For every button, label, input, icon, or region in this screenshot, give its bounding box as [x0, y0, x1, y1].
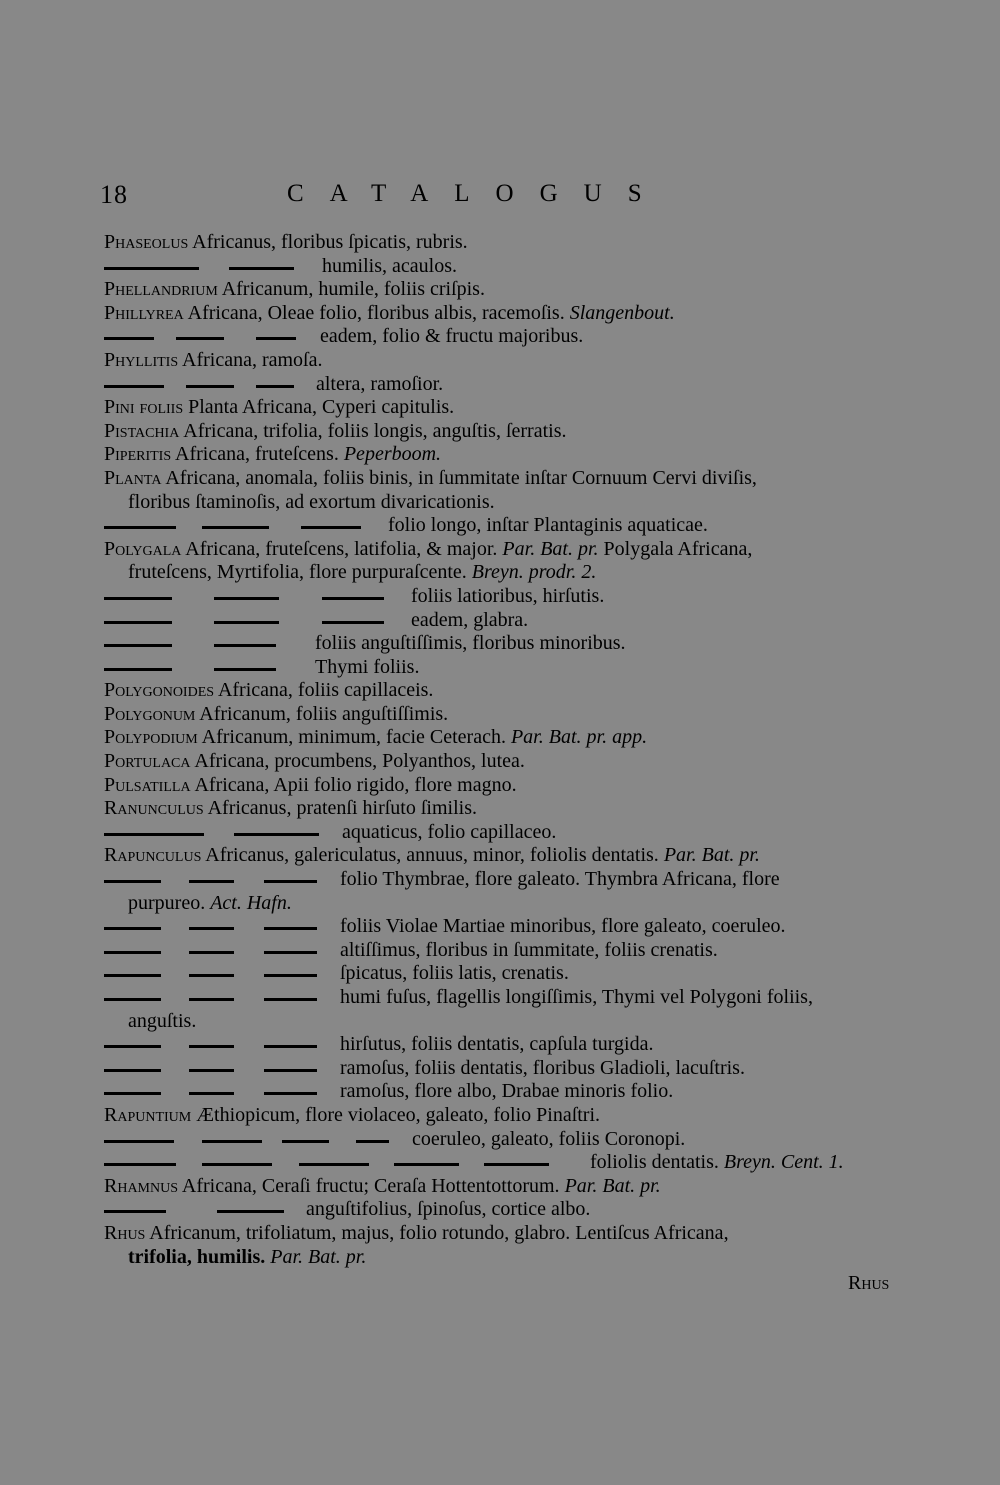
entry-text: hirſutus, foliis dentatis, capſula turgida. — [340, 1033, 654, 1056]
catalogue-entry — [104, 632, 904, 656]
entry-text: Africanum, minimum, facie Ceterach. — [201, 726, 506, 749]
ditto-dash — [176, 337, 224, 340]
entry-first-line — [104, 349, 323, 371]
entry-text: coeruleo, galeato, foliis Coronopi. — [412, 1127, 686, 1150]
entry-first-line — [104, 915, 786, 937]
entry-continuation — [104, 892, 904, 916]
ditto-dash — [264, 1092, 317, 1095]
entry-text: foliolis dentatis. — [590, 1151, 719, 1174]
entry-text: ramoſus, flore albo, Drabae minoris folio. — [340, 1080, 674, 1103]
catalogue-entry — [104, 679, 904, 703]
ditto-dash — [299, 1163, 369, 1166]
entry-genus: Portulaca — [104, 750, 191, 773]
entry-continuation-text: trifolia, humilis. — [128, 1245, 266, 1268]
entry-text-after: Polygala Africana, — [603, 537, 753, 560]
catalogue-entry — [104, 939, 904, 963]
catalogue-entry — [104, 726, 904, 750]
ditto-dash — [264, 974, 317, 977]
entry-text: foliis Violae Martiae minoribus, flore galeato, coeruleo. — [340, 915, 786, 938]
entry-continuation-reference: Act. Hafn. — [210, 891, 292, 914]
entry-continuation-text: anguſtis. — [128, 1009, 197, 1032]
ditto-dash — [189, 974, 234, 977]
entry-first-line — [104, 1128, 685, 1150]
ditto-dash — [186, 385, 234, 388]
entry-first-line — [104, 467, 757, 489]
ditto-dash — [104, 526, 176, 529]
entry-reference: Slangenbout. — [569, 301, 675, 324]
entry-first-line — [104, 1057, 745, 1079]
ditto-dash — [322, 597, 384, 600]
catalogue-entry — [104, 703, 904, 727]
entry-first-line — [104, 1175, 661, 1197]
ditto-dash — [104, 974, 161, 977]
ditto-dash — [189, 951, 234, 954]
entry-text: Africanus, pratenſi hirſuto ſimilis. — [207, 797, 477, 820]
entry-genus: Planta — [104, 466, 162, 489]
entry-first-line — [104, 774, 517, 796]
ditto-dash — [264, 927, 317, 930]
catalogue-entry — [104, 1128, 904, 1152]
entry-first-line — [104, 821, 556, 843]
entry-first-line — [104, 325, 583, 347]
ditto-dash — [189, 880, 234, 883]
entry-text: Africanum, foliis anguſtiſſimis. — [199, 702, 449, 725]
entry-continuation — [104, 491, 904, 515]
entry-continuation — [104, 561, 904, 585]
entry-text: Africana, anomala, foliis binis, in ſummitate inſtar Cornuum Cervi diviſis, — [165, 466, 757, 489]
ditto-dash — [394, 1163, 459, 1166]
catalogue-entry — [104, 868, 904, 915]
entry-text: eadem, folio & fructu majoribus. — [320, 325, 584, 348]
entry-genus: Phaseolus — [104, 231, 189, 253]
ditto-dash — [104, 668, 172, 671]
entry-genus: Polygonum — [104, 702, 196, 725]
page-number: 18 — [100, 180, 128, 209]
entry-genus: Pistachia — [104, 419, 180, 442]
ditto-dash — [104, 621, 172, 624]
ditto-dash — [301, 526, 361, 529]
entry-continuation-text: fruteſcens, Myrtifolia, flore purpuraſcente. — [128, 561, 467, 584]
entry-text: folio longo, inſtar Plantaginis aquaticae. — [388, 514, 708, 537]
catalogue-entry — [104, 302, 904, 326]
ditto-dash — [202, 1140, 262, 1143]
entry-first-line — [104, 302, 675, 324]
ditto-dash — [189, 998, 234, 1001]
ditto-dash — [104, 927, 161, 930]
entry-text: altiſſimus, floribus in ſummitate, foliis crenatis. — [340, 938, 718, 961]
entry-genus: Rhus — [104, 1221, 146, 1244]
entry-text: Africana, Apii folio rigido, flore magno. — [194, 773, 517, 796]
entry-first-line — [104, 255, 457, 277]
ditto-dash — [264, 998, 317, 1001]
ditto-dash — [104, 267, 199, 270]
catalogue-entry — [104, 585, 904, 609]
entry-reference: Breyn. Cent. 1. — [723, 1151, 844, 1174]
entry-first-line — [104, 750, 525, 772]
entry-first-line — [104, 797, 477, 819]
ditto-dash — [214, 644, 276, 647]
catalogue-entry — [104, 609, 904, 633]
entry-reference: Par. Bat. pr. — [663, 844, 760, 867]
catalogue-entry — [104, 325, 904, 349]
entry-genus: Phyllitis — [104, 348, 179, 371]
ditto-dash — [264, 880, 317, 883]
ditto-dash — [104, 951, 161, 954]
entry-genus: Pini foliis — [104, 396, 184, 419]
ditto-dash — [282, 1140, 329, 1143]
ditto-dash — [264, 1069, 317, 1072]
catalogue-entry — [104, 821, 904, 845]
entry-first-line — [104, 1104, 600, 1126]
entry-text: ſpicatus, foliis latis, crenatis. — [340, 962, 569, 985]
entry-text: Africana, Oleae folio, floribus albis, racemoſis. — [187, 301, 565, 324]
catalogue-entry — [104, 1222, 904, 1269]
catalogue-entry — [104, 1057, 904, 1081]
ditto-dash — [214, 668, 276, 671]
entry-genus: Rapunculus — [104, 844, 202, 867]
entry-text: Africanus, floribus ſpicatis, rubris. — [192, 231, 468, 253]
catalogue-entry — [104, 1198, 904, 1222]
entry-text: foliis anguſtiſſimis, floribus minoribus. — [315, 632, 626, 655]
entry-text: folio Thymbrae, flore galeato. Thymbra Africana, flore — [340, 868, 780, 891]
entry-continuation-text: purpureo. — [128, 891, 206, 914]
entry-reference: Par. Bat. pr. — [564, 1174, 661, 1197]
entry-first-line — [104, 420, 567, 442]
entry-continuation-reference: Breyn. prodr. 2. — [471, 561, 597, 584]
entry-text: Africanum, humile, foliis criſpis. — [221, 278, 485, 301]
entry-continuation — [104, 1246, 904, 1270]
entry-first-line — [104, 538, 752, 560]
ditto-dash — [264, 951, 317, 954]
catalogue-entry — [104, 373, 904, 397]
catalogue-entry — [104, 1033, 904, 1057]
catalogue-entries — [104, 231, 904, 1269]
entry-first-line — [104, 844, 760, 866]
catalogue-entry — [104, 962, 904, 986]
catalogue-entry — [104, 278, 904, 302]
ditto-dash — [214, 597, 279, 600]
entry-first-line — [104, 443, 441, 465]
ditto-dash — [322, 621, 384, 624]
ditto-dash — [104, 1045, 161, 1048]
ditto-dash — [104, 1210, 166, 1213]
catalogue-entry — [104, 1175, 904, 1199]
entry-genus: Pulsatilla — [104, 773, 191, 796]
entry-continuation-text: floribus ſtaminoſis, ad exortum divaricationis. — [128, 490, 495, 513]
catalogue-entry — [104, 750, 904, 774]
catalogue-entry — [104, 349, 904, 373]
ditto-dash — [189, 1045, 234, 1048]
entry-first-line — [104, 939, 718, 961]
entry-text: anguſtifolius, ſpinoſus, cortice albo. — [306, 1198, 591, 1221]
ditto-dash — [202, 1163, 272, 1166]
entry-first-line — [104, 1222, 729, 1244]
ditto-dash — [264, 1045, 317, 1048]
entry-genus: Polypodium — [104, 726, 198, 749]
entry-first-line — [104, 986, 813, 1008]
catalogue-entry — [104, 797, 904, 821]
ditto-dash — [104, 385, 164, 388]
ditto-dash — [104, 1069, 161, 1072]
entry-first-line — [104, 278, 485, 300]
ditto-dash — [189, 1092, 234, 1095]
catalogue-entry — [104, 255, 904, 279]
entry-text: Africanus, galericulatus, annuus, minor, foliolis dentatis. — [205, 844, 659, 867]
entry-genus: Ranunculus — [104, 797, 204, 820]
ditto-dash — [189, 1069, 234, 1072]
entry-text: humilis, acaulos. — [322, 254, 457, 277]
entry-genus: Rhamnus — [104, 1174, 179, 1197]
entry-first-line — [104, 656, 419, 678]
entry-text: Africana, ramoſa. — [182, 348, 323, 371]
ditto-dash — [202, 526, 269, 529]
entry-text: Africana, trifolia, foliis longis, anguſtis, ſerratis. — [183, 419, 567, 442]
entry-genus: Phillyrea — [104, 301, 184, 324]
catalogue-entry — [104, 231, 904, 255]
entry-genus: Phellandrium — [104, 278, 218, 301]
catalogue-entry — [104, 986, 904, 1033]
entry-text: eadem, glabra. — [411, 608, 529, 631]
entry-first-line — [104, 726, 647, 748]
ditto-dash — [356, 1140, 389, 1143]
ditto-dash — [214, 621, 279, 624]
catalogue-entry — [104, 538, 904, 585]
entry-first-line — [104, 632, 626, 654]
entry-first-line — [104, 231, 468, 253]
entry-text: Africana, Ceraſi fructu; Ceraſa Hottentottorum. — [181, 1174, 560, 1197]
entry-first-line — [104, 514, 708, 536]
ditto-dash — [104, 337, 154, 340]
catalogue-entry — [104, 1151, 904, 1175]
catalogue-entry — [104, 443, 904, 467]
catalogue-entry — [104, 844, 904, 868]
entry-text: Africana, foliis capillaceis. — [217, 679, 434, 702]
entry-text: Africana, fruteſcens. — [175, 443, 339, 466]
entry-text: aquaticus, folio capillaceo. — [342, 820, 557, 843]
entry-first-line — [104, 373, 443, 395]
entry-first-line — [104, 1198, 590, 1220]
entry-first-line — [104, 1080, 673, 1102]
entry-text: Africanum, trifoliatum, majus, folio rotundo, glabro. Lentiſcus Africana, — [149, 1221, 729, 1244]
ditto-dash — [484, 1163, 549, 1166]
entry-text: foliis latioribus, hirſutis. — [411, 584, 605, 607]
ditto-dash — [104, 998, 161, 1001]
catalogue-entry — [104, 656, 904, 680]
catalogue-entry — [104, 467, 904, 514]
entry-genus: Polygonoides — [104, 679, 215, 702]
entry-text: Thymi foliis. — [315, 655, 420, 678]
entry-first-line — [104, 1151, 844, 1173]
entry-text: Planta Africana, Cyperi capitulis. — [188, 396, 455, 419]
entry-reference: Par. Bat. pr. app. — [510, 726, 648, 749]
entry-text: Æthiopicum, flore violaceo, galeato, folio Pinaſtri. — [196, 1103, 601, 1126]
ditto-dash — [104, 833, 204, 836]
ditto-dash — [189, 927, 234, 930]
entry-reference: Peperboom. — [343, 443, 442, 466]
ditto-dash — [229, 267, 294, 270]
entry-first-line — [104, 962, 569, 984]
entry-first-line — [104, 679, 433, 701]
entry-reference: Par. Bat. pr. — [502, 537, 599, 560]
ditto-dash — [104, 644, 172, 647]
ditto-dash — [104, 1092, 161, 1095]
catalogue-entry — [104, 514, 904, 538]
catalogue-entry — [104, 420, 904, 444]
entry-genus: Piperitis — [104, 443, 172, 466]
entry-first-line — [104, 609, 528, 631]
ditto-dash — [104, 597, 172, 600]
entry-first-line — [104, 868, 780, 890]
catalogue-entry — [104, 1104, 904, 1128]
catalogue-entry — [104, 396, 904, 420]
ditto-dash — [104, 880, 161, 883]
entry-text: Africana, procumbens, Polyanthos, lutea. — [194, 750, 525, 773]
entry-genus: Rapuntium — [104, 1103, 192, 1126]
ditto-dash — [234, 833, 319, 836]
entry-first-line — [104, 585, 604, 607]
ditto-dash — [104, 1163, 176, 1166]
ditto-dash — [256, 337, 296, 340]
entry-text: ramoſus, foliis dentatis, floribus Gladioli, lacuſtris. — [340, 1056, 745, 1079]
ditto-dash — [104, 1140, 174, 1143]
entry-text: Africana, fruteſcens, latifolia, & major. — [185, 537, 498, 560]
entry-text: humi fuſus, flagellis longiſſimis, Thymi vel Polygoni foliis, — [340, 986, 813, 1008]
entry-first-line — [104, 1033, 653, 1055]
catalogue-entry — [104, 915, 904, 939]
ditto-dash — [217, 1210, 284, 1213]
entry-first-line — [104, 396, 454, 418]
entry-first-line — [104, 703, 448, 725]
catchword: Rhus — [848, 1272, 890, 1294]
entry-continuation-reference: Par. Bat. pr. — [270, 1245, 367, 1268]
entry-continuation — [104, 1010, 904, 1034]
entry-text: altera, ramoſior. — [316, 372, 444, 395]
catalogue-entry — [104, 774, 904, 798]
ditto-dash — [256, 385, 294, 388]
running-head: CATALOGUS — [287, 180, 668, 207]
catalogue-entry — [104, 1080, 904, 1104]
entry-genus: Polygala — [104, 537, 182, 560]
